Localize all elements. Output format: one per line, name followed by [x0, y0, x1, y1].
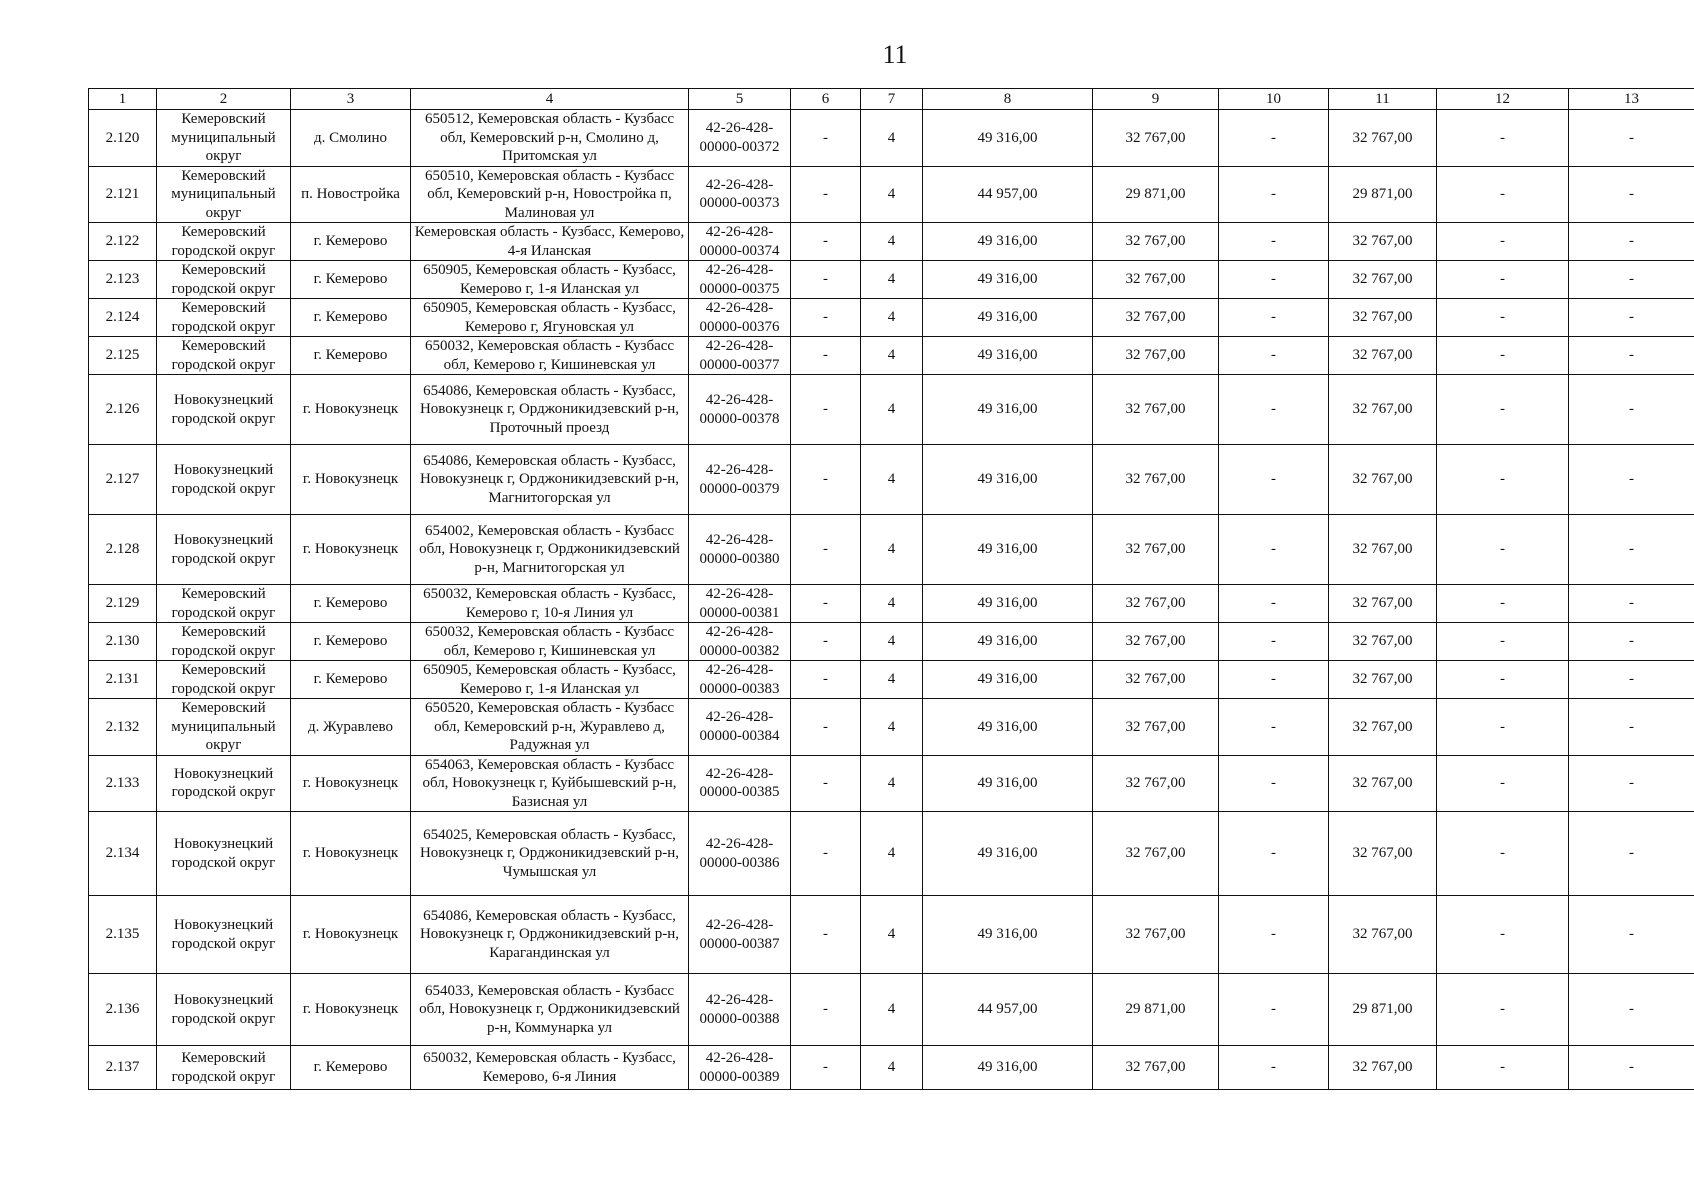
col6-cell: -: [791, 896, 861, 974]
address-cell: 650905, Кемеровская область - Кузбасс, Кемерово г, 1-я Иланская ул: [411, 661, 689, 699]
col8-cell: 49 316,00: [923, 261, 1093, 299]
col11-cell: 32 767,00: [1329, 896, 1437, 974]
col8-cell: 44 957,00: [923, 166, 1093, 223]
code-cell: 42-26-428-00000-00382: [689, 623, 791, 661]
col9-cell: 32 767,00: [1093, 1046, 1219, 1090]
col8-cell: 49 316,00: [923, 337, 1093, 375]
col11-cell: 32 767,00: [1329, 223, 1437, 261]
col12-cell: -: [1437, 755, 1569, 812]
row-number-cell: 2.122: [89, 223, 157, 261]
code-cell: 42-26-428-00000-00385: [689, 755, 791, 812]
locality-cell: г. Новокузнецк: [291, 896, 411, 974]
col9-cell: 29 871,00: [1093, 974, 1219, 1046]
address-cell: 654086, Кемеровская область - Кузбасс, Новокузнецк г, Орджоникидзевский р-н, Карагандинская ул: [411, 896, 689, 974]
col13-cell: -: [1569, 445, 1694, 515]
locality-cell: п. Новостройка: [291, 166, 411, 223]
column-header: 12: [1437, 89, 1569, 110]
col7-cell: 4: [861, 299, 923, 337]
col12-cell: -: [1437, 812, 1569, 896]
table-row: [89, 661, 1694, 699]
col13-cell: -: [1569, 515, 1694, 585]
table-row: [89, 585, 1694, 623]
col13-cell: -: [1569, 1046, 1694, 1090]
table-row: [89, 223, 1694, 261]
col12-cell: -: [1437, 110, 1569, 167]
col9-cell: 32 767,00: [1093, 110, 1219, 167]
column-header: 6: [791, 89, 861, 110]
code-cell: 42-26-428-00000-00388: [689, 974, 791, 1046]
col8-cell: 49 316,00: [923, 375, 1093, 445]
table-row: [89, 299, 1694, 337]
col9-cell: 32 767,00: [1093, 375, 1219, 445]
col13-cell: -: [1569, 299, 1694, 337]
col10-cell: -: [1219, 896, 1329, 974]
column-header: 5: [689, 89, 791, 110]
table-row: [89, 1046, 1694, 1090]
row-number-cell: 2.128: [89, 515, 157, 585]
district-cell: Новокузнецкий городской округ: [157, 812, 291, 896]
col8-cell: 49 316,00: [923, 1046, 1093, 1090]
table-row: [89, 699, 1694, 756]
table-row: [89, 623, 1694, 661]
locality-cell: г. Кемерово: [291, 1046, 411, 1090]
district-cell: Кемеровский городской округ: [157, 623, 291, 661]
district-cell: Кемеровский городской округ: [157, 1046, 291, 1090]
column-header: 10: [1219, 89, 1329, 110]
col7-cell: 4: [861, 1046, 923, 1090]
district-cell: Кемеровский городской округ: [157, 585, 291, 623]
col12-cell: -: [1437, 661, 1569, 699]
row-number-cell: 2.131: [89, 661, 157, 699]
col9-cell: 29 871,00: [1093, 166, 1219, 223]
address-cell: 650905, Кемеровская область - Кузбасс, Кемерово г, 1-я Иланская ул: [411, 261, 689, 299]
col6-cell: -: [791, 812, 861, 896]
col9-cell: 32 767,00: [1093, 515, 1219, 585]
address-cell: 650510, Кемеровская область - Кузбасс обл, Кемеровский р-н, Новостройка п, Малиновая ул: [411, 166, 689, 223]
table-row: [89, 337, 1694, 375]
table-row: [89, 166, 1694, 223]
col10-cell: -: [1219, 261, 1329, 299]
col6-cell: -: [791, 974, 861, 1046]
column-header: 9: [1093, 89, 1219, 110]
row-number-cell: 2.135: [89, 896, 157, 974]
table-row: [89, 261, 1694, 299]
code-cell: 42-26-428-00000-00381: [689, 585, 791, 623]
col7-cell: 4: [861, 974, 923, 1046]
code-cell: 42-26-428-00000-00379: [689, 445, 791, 515]
row-number-cell: 2.136: [89, 974, 157, 1046]
locality-cell: г. Кемерово: [291, 585, 411, 623]
col10-cell: -: [1219, 812, 1329, 896]
col10-cell: -: [1219, 661, 1329, 699]
col10-cell: -: [1219, 974, 1329, 1046]
locality-cell: г. Кемерово: [291, 223, 411, 261]
col6-cell: -: [791, 755, 861, 812]
col11-cell: 32 767,00: [1329, 623, 1437, 661]
district-cell: Кемеровский городской округ: [157, 223, 291, 261]
col12-cell: -: [1437, 337, 1569, 375]
col6-cell: -: [791, 261, 861, 299]
col8-cell: 49 316,00: [923, 661, 1093, 699]
col12-cell: -: [1437, 1046, 1569, 1090]
col9-cell: 32 767,00: [1093, 812, 1219, 896]
col12-cell: -: [1437, 699, 1569, 756]
code-cell: 42-26-428-00000-00384: [689, 699, 791, 756]
address-cell: 654086, Кемеровская область - Кузбасс, Новокузнецк г, Орджоникидзевский р-н, Проточный проезд: [411, 375, 689, 445]
district-cell: Кемеровский городской округ: [157, 661, 291, 699]
col13-cell: -: [1569, 812, 1694, 896]
locality-cell: г. Новокузнецк: [291, 375, 411, 445]
table-row: [89, 375, 1694, 445]
table-row: [89, 974, 1694, 1046]
code-cell: 42-26-428-00000-00374: [689, 223, 791, 261]
col9-cell: 32 767,00: [1093, 896, 1219, 974]
locality-cell: г. Новокузнецк: [291, 515, 411, 585]
column-header: 2: [157, 89, 291, 110]
col10-cell: -: [1219, 699, 1329, 756]
col11-cell: 32 767,00: [1329, 661, 1437, 699]
district-cell: Кемеровский муниципальный округ: [157, 110, 291, 167]
col6-cell: -: [791, 110, 861, 167]
col7-cell: 4: [861, 445, 923, 515]
address-cell: 654063, Кемеровская область - Кузбасс обл, Новокузнецк г, Куйбышевский р-н, Базисная ул: [411, 755, 689, 812]
locality-cell: г. Новокузнецк: [291, 812, 411, 896]
col10-cell: -: [1219, 445, 1329, 515]
col6-cell: -: [791, 585, 861, 623]
col10-cell: -: [1219, 223, 1329, 261]
col12-cell: -: [1437, 299, 1569, 337]
page-number: 11: [882, 40, 908, 69]
address-cell: 650032, Кемеровская область - Кузбасс обл, Кемерово г, Кишиневская ул: [411, 337, 689, 375]
code-cell: 42-26-428-00000-00372: [689, 110, 791, 167]
code-cell: 42-26-428-00000-00383: [689, 661, 791, 699]
district-cell: Новокузнецкий городской округ: [157, 515, 291, 585]
column-header: 8: [923, 89, 1093, 110]
col10-cell: -: [1219, 623, 1329, 661]
district-cell: Новокузнецкий городской округ: [157, 974, 291, 1046]
col12-cell: -: [1437, 223, 1569, 261]
address-cell: Кемеровская область - Кузбасс, Кемерово, 4-я Иланская: [411, 223, 689, 261]
col7-cell: 4: [861, 223, 923, 261]
locality-cell: г. Кемерово: [291, 661, 411, 699]
col13-cell: -: [1569, 223, 1694, 261]
column-header: 3: [291, 89, 411, 110]
col11-cell: 32 767,00: [1329, 755, 1437, 812]
district-cell: Кемеровский городской округ: [157, 299, 291, 337]
locality-cell: г. Кемерово: [291, 299, 411, 337]
col8-cell: 49 316,00: [923, 223, 1093, 261]
row-number-cell: 2.132: [89, 699, 157, 756]
col6-cell: -: [791, 699, 861, 756]
address-cell: 650520, Кемеровская область - Кузбасс обл, Кемеровский р-н, Журавлево д, Радужная ул: [411, 699, 689, 756]
col13-cell: -: [1569, 974, 1694, 1046]
row-number-cell: 2.123: [89, 261, 157, 299]
col6-cell: -: [791, 223, 861, 261]
column-header: 1: [89, 89, 157, 110]
row-number-cell: 2.130: [89, 623, 157, 661]
address-cell: 654086, Кемеровская область - Кузбасс, Новокузнецк г, Орджоникидзевский р-н, Магнитогорская ул: [411, 445, 689, 515]
col7-cell: 4: [861, 812, 923, 896]
table-row: [89, 755, 1694, 812]
col9-cell: 32 767,00: [1093, 299, 1219, 337]
col11-cell: 32 767,00: [1329, 445, 1437, 515]
col10-cell: -: [1219, 299, 1329, 337]
col7-cell: 4: [861, 623, 923, 661]
col8-cell: 49 316,00: [923, 110, 1093, 167]
row-number-cell: 2.121: [89, 166, 157, 223]
col9-cell: 32 767,00: [1093, 623, 1219, 661]
address-cell: 654002, Кемеровская область - Кузбасс обл, Новокузнецк г, Орджоникидзевский р-н, Магнитогорская ул: [411, 515, 689, 585]
code-cell: 42-26-428-00000-00386: [689, 812, 791, 896]
code-cell: 42-26-428-00000-00380: [689, 515, 791, 585]
locality-cell: д. Смолино: [291, 110, 411, 167]
row-number-cell: 2.137: [89, 1046, 157, 1090]
district-cell: Кемеровский муниципальный округ: [157, 166, 291, 223]
header-row: [89, 89, 1694, 110]
col9-cell: 32 767,00: [1093, 661, 1219, 699]
code-cell: 42-26-428-00000-00387: [689, 896, 791, 974]
col9-cell: 32 767,00: [1093, 585, 1219, 623]
row-number-cell: 2.127: [89, 445, 157, 515]
col12-cell: -: [1437, 375, 1569, 445]
col13-cell: -: [1569, 375, 1694, 445]
col12-cell: -: [1437, 166, 1569, 223]
col13-cell: -: [1569, 261, 1694, 299]
district-cell: Новокузнецкий городской округ: [157, 445, 291, 515]
col7-cell: 4: [861, 375, 923, 445]
table-row: [89, 812, 1694, 896]
col7-cell: 4: [861, 585, 923, 623]
address-cell: 650032, Кемеровская область - Кузбасс обл, Кемерово г, Кишиневская ул: [411, 623, 689, 661]
district-cell: Новокузнецкий городской округ: [157, 755, 291, 812]
row-number-cell: 2.134: [89, 812, 157, 896]
col12-cell: -: [1437, 445, 1569, 515]
col10-cell: -: [1219, 337, 1329, 375]
col11-cell: 32 767,00: [1329, 261, 1437, 299]
col11-cell: 32 767,00: [1329, 699, 1437, 756]
table-row: [89, 110, 1694, 167]
address-cell: 650512, Кемеровская область - Кузбасс обл, Кемеровский р-н, Смолино д, Притомская ул: [411, 110, 689, 167]
col6-cell: -: [791, 445, 861, 515]
col7-cell: 4: [861, 755, 923, 812]
col13-cell: -: [1569, 337, 1694, 375]
col8-cell: 49 316,00: [923, 515, 1093, 585]
col12-cell: -: [1437, 623, 1569, 661]
column-header: 13: [1569, 89, 1694, 110]
col8-cell: 49 316,00: [923, 299, 1093, 337]
col9-cell: 32 767,00: [1093, 337, 1219, 375]
col11-cell: 32 767,00: [1329, 375, 1437, 445]
col10-cell: -: [1219, 110, 1329, 167]
col6-cell: -: [791, 1046, 861, 1090]
col6-cell: -: [791, 375, 861, 445]
column-header: 7: [861, 89, 923, 110]
col8-cell: 49 316,00: [923, 699, 1093, 756]
col8-cell: 49 316,00: [923, 812, 1093, 896]
col10-cell: -: [1219, 515, 1329, 585]
col7-cell: 4: [861, 896, 923, 974]
column-header: 11: [1329, 89, 1437, 110]
col11-cell: 32 767,00: [1329, 110, 1437, 167]
district-cell: Новокузнецкий городской округ: [157, 375, 291, 445]
col6-cell: -: [791, 299, 861, 337]
district-cell: Кемеровский городской округ: [157, 337, 291, 375]
col11-cell: 32 767,00: [1329, 1046, 1437, 1090]
table-row: [89, 445, 1694, 515]
code-cell: 42-26-428-00000-00373: [689, 166, 791, 223]
col6-cell: -: [791, 166, 861, 223]
district-cell: Кемеровский муниципальный округ: [157, 699, 291, 756]
code-cell: 42-26-428-00000-00376: [689, 299, 791, 337]
col11-cell: 29 871,00: [1329, 166, 1437, 223]
col11-cell: 32 767,00: [1329, 812, 1437, 896]
locality-cell: г. Новокузнецк: [291, 755, 411, 812]
col8-cell: 49 316,00: [923, 896, 1093, 974]
col13-cell: -: [1569, 585, 1694, 623]
col12-cell: -: [1437, 974, 1569, 1046]
col13-cell: -: [1569, 896, 1694, 974]
table-row: [89, 896, 1694, 974]
district-cell: Кемеровский городской округ: [157, 261, 291, 299]
col12-cell: -: [1437, 515, 1569, 585]
col8-cell: 49 316,00: [923, 445, 1093, 515]
col8-cell: 49 316,00: [923, 755, 1093, 812]
col8-cell: 49 316,00: [923, 585, 1093, 623]
address-cell: 654033, Кемеровская область - Кузбасс обл, Новокузнецк г, Орджоникидзевский р-н, Коммунарка ул: [411, 974, 689, 1046]
code-cell: 42-26-428-00000-00377: [689, 337, 791, 375]
col8-cell: 49 316,00: [923, 623, 1093, 661]
col9-cell: 32 767,00: [1093, 699, 1219, 756]
col13-cell: -: [1569, 755, 1694, 812]
col11-cell: 32 767,00: [1329, 515, 1437, 585]
col10-cell: -: [1219, 755, 1329, 812]
row-number-cell: 2.120: [89, 110, 157, 167]
row-number-cell: 2.126: [89, 375, 157, 445]
locality-cell: г. Кемерово: [291, 337, 411, 375]
locality-cell: г. Новокузнецк: [291, 974, 411, 1046]
col13-cell: -: [1569, 166, 1694, 223]
row-number-cell: 2.129: [89, 585, 157, 623]
address-cell: 650905, Кемеровская область - Кузбасс, Кемерово г, Ягуновская ул: [411, 299, 689, 337]
col7-cell: 4: [861, 337, 923, 375]
col13-cell: -: [1569, 699, 1694, 756]
col11-cell: 32 767,00: [1329, 299, 1437, 337]
table-row: [89, 515, 1694, 585]
col10-cell: -: [1219, 1046, 1329, 1090]
registry-table: [88, 88, 1694, 1090]
col10-cell: -: [1219, 585, 1329, 623]
district-cell: Новокузнецкий городской округ: [157, 896, 291, 974]
col13-cell: -: [1569, 661, 1694, 699]
address-cell: 650032, Кемеровская область - Кузбасс, Кемерово г, 10-я Линия ул: [411, 585, 689, 623]
code-cell: 42-26-428-00000-00375: [689, 261, 791, 299]
address-cell: 654025, Кемеровская область - Кузбасс, Новокузнецк г, Орджоникидзевский р-н, Чумышская ул: [411, 812, 689, 896]
col11-cell: 32 767,00: [1329, 337, 1437, 375]
locality-cell: г. Кемерово: [291, 623, 411, 661]
col11-cell: 29 871,00: [1329, 974, 1437, 1046]
col10-cell: -: [1219, 375, 1329, 445]
col7-cell: 4: [861, 661, 923, 699]
row-number-cell: 2.125: [89, 337, 157, 375]
col7-cell: 4: [861, 261, 923, 299]
code-cell: 42-26-428-00000-00389: [689, 1046, 791, 1090]
col12-cell: -: [1437, 585, 1569, 623]
col9-cell: 32 767,00: [1093, 755, 1219, 812]
table-body: [89, 110, 1694, 1090]
col6-cell: -: [791, 623, 861, 661]
col8-cell: 44 957,00: [923, 974, 1093, 1046]
column-header: 4: [411, 89, 689, 110]
col6-cell: -: [791, 661, 861, 699]
col10-cell: -: [1219, 166, 1329, 223]
row-number-cell: 2.124: [89, 299, 157, 337]
locality-cell: д. Журавлево: [291, 699, 411, 756]
col6-cell: -: [791, 515, 861, 585]
col13-cell: -: [1569, 110, 1694, 167]
col6-cell: -: [791, 337, 861, 375]
col13-cell: -: [1569, 623, 1694, 661]
col9-cell: 32 767,00: [1093, 223, 1219, 261]
col7-cell: 4: [861, 110, 923, 167]
col7-cell: 4: [861, 699, 923, 756]
col9-cell: 32 767,00: [1093, 445, 1219, 515]
col12-cell: -: [1437, 261, 1569, 299]
col12-cell: -: [1437, 896, 1569, 974]
col9-cell: 32 767,00: [1093, 261, 1219, 299]
locality-cell: г. Кемерово: [291, 261, 411, 299]
address-cell: 650032, Кемеровская область - Кузбасс, Кемерово, 6-я Линия: [411, 1046, 689, 1090]
code-cell: 42-26-428-00000-00378: [689, 375, 791, 445]
col11-cell: 32 767,00: [1329, 585, 1437, 623]
locality-cell: г. Новокузнецк: [291, 445, 411, 515]
col7-cell: 4: [861, 166, 923, 223]
row-number-cell: 2.133: [89, 755, 157, 812]
col7-cell: 4: [861, 515, 923, 585]
